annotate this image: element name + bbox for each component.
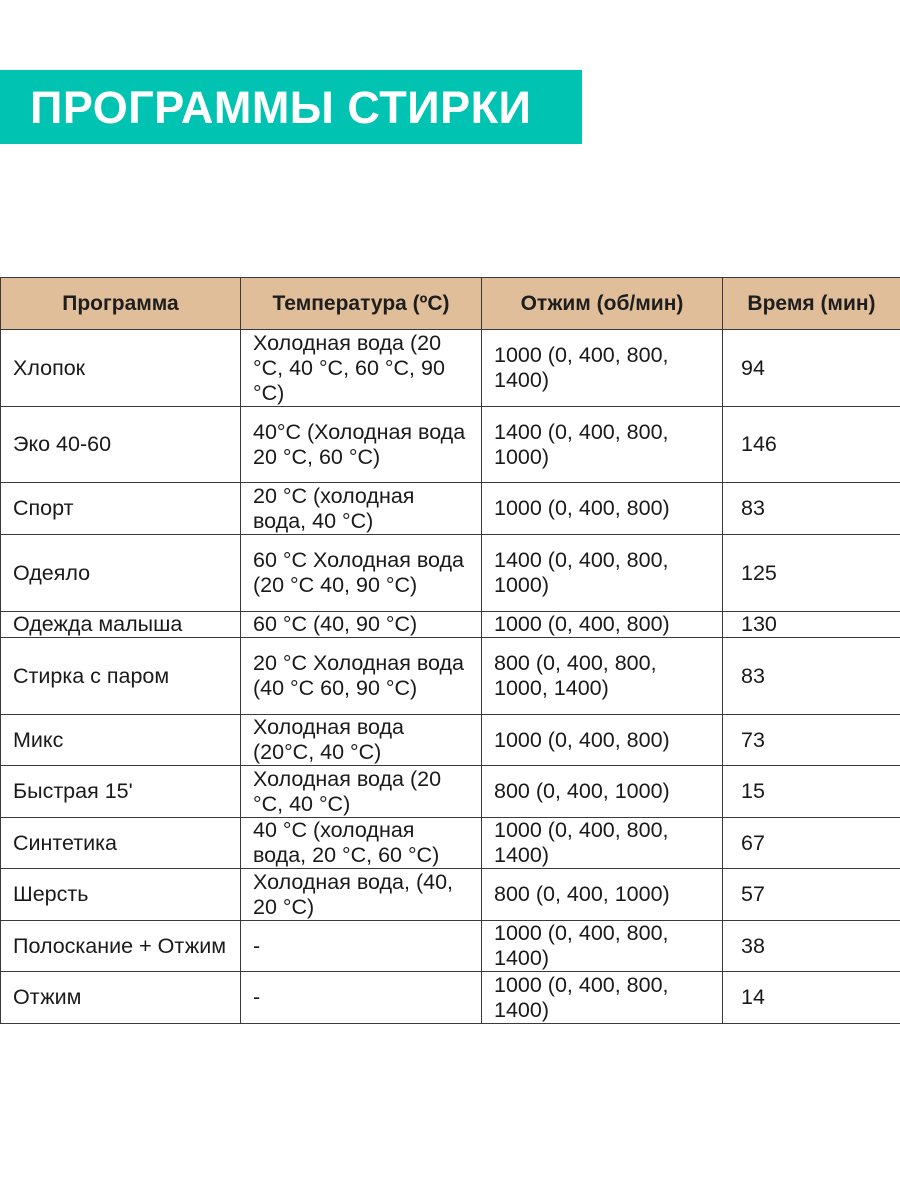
- cell-temperature: 40°C (Холодная вода 20 °C, 60 °C): [241, 407, 482, 483]
- cell-program: Стирка с паром: [1, 638, 241, 715]
- cell-spin: 800 (0, 400, 1000): [482, 869, 723, 921]
- cell-spin: 1400 (0, 400, 800, 1000): [482, 407, 723, 483]
- cell-program: Микс: [1, 715, 241, 766]
- cell-time: 125: [723, 535, 900, 612]
- table-row: [1, 921, 900, 972]
- cell-spin: 800 (0, 400, 800, 1000, 1400): [482, 638, 723, 715]
- cell-time: 130: [723, 612, 900, 638]
- cell-temperature: 20 °C (холодная вода, 40 °C): [241, 483, 482, 535]
- washing-programs-table: [0, 277, 900, 1024]
- cell-spin: 1000 (0, 400, 800): [482, 612, 723, 638]
- cell-temperature: Холодная вода (20°C, 40 °C): [241, 715, 482, 766]
- table-row: [1, 483, 900, 535]
- cell-time: 146: [723, 407, 900, 483]
- cell-spin: 1400 (0, 400, 800, 1000): [482, 535, 723, 612]
- table-row: [1, 330, 900, 407]
- cell-temperature: -: [241, 921, 482, 972]
- cell-time: 15: [723, 766, 900, 818]
- cell-spin: 800 (0, 400, 1000): [482, 766, 723, 818]
- table-row: [1, 869, 900, 921]
- cell-time: 94: [723, 330, 900, 407]
- cell-temperature: Холодная вода, (40, 20 °C): [241, 869, 482, 921]
- table-row: [1, 818, 900, 869]
- cell-spin: 1000 (0, 400, 800, 1400): [482, 330, 723, 407]
- cell-program: Одеяло: [1, 535, 241, 612]
- cell-program: Эко 40-60: [1, 407, 241, 483]
- cell-temperature: 60 °C Холодная вода (20 °C 40, 90 °C): [241, 535, 482, 612]
- cell-temperature: 60 °C (40, 90 °C): [241, 612, 482, 638]
- header-time: Время (мин): [723, 278, 900, 330]
- cell-spin: 1000 (0, 400, 800): [482, 715, 723, 766]
- header-spin: Отжим (об/мин): [482, 278, 723, 330]
- table-row: [1, 766, 900, 818]
- table-row: [1, 535, 900, 612]
- header-program: Программа: [1, 278, 241, 330]
- cell-program: Быстрая 15': [1, 766, 241, 818]
- cell-temperature: 20 °C Холодная вода (40 °C 60, 90 °C): [241, 638, 482, 715]
- cell-time: 83: [723, 638, 900, 715]
- cell-time: 38: [723, 921, 900, 972]
- table-row: [1, 638, 900, 715]
- cell-program: Полоскание + Отжим: [1, 921, 241, 972]
- table-header-row: [1, 278, 900, 330]
- table-row: [1, 972, 900, 1024]
- cell-program: Спорт: [1, 483, 241, 535]
- table-row: [1, 715, 900, 766]
- cell-program: Синтетика: [1, 818, 241, 869]
- cell-temperature: Холодная вода (20 °C, 40 °C): [241, 766, 482, 818]
- cell-temperature: Холодная вода (20 °C, 40 °C, 60 °C, 90 °C): [241, 330, 482, 407]
- cell-time: 14: [723, 972, 900, 1024]
- cell-spin: 1000 (0, 400, 800, 1400): [482, 818, 723, 869]
- table-row: [1, 407, 900, 483]
- cell-time: 67: [723, 818, 900, 869]
- cell-spin: 1000 (0, 400, 800): [482, 483, 723, 535]
- cell-time: 73: [723, 715, 900, 766]
- cell-program: Хлопок: [1, 330, 241, 407]
- cell-spin: 1000 (0, 400, 800, 1400): [482, 972, 723, 1024]
- cell-temperature: -: [241, 972, 482, 1024]
- cell-time: 83: [723, 483, 900, 535]
- page-title: ПРОГРАММЫ СТИРКИ: [30, 81, 532, 133]
- cell-time: 57: [723, 869, 900, 921]
- header-temperature: Температура (ºC): [241, 278, 482, 330]
- table-row: [1, 612, 900, 638]
- title-banner: [0, 70, 582, 144]
- cell-spin: 1000 (0, 400, 800, 1400): [482, 921, 723, 972]
- cell-temperature: 40 °C (холодная вода, 20 °C, 60 °C): [241, 818, 482, 869]
- cell-program: Шерсть: [1, 869, 241, 921]
- cell-program: Отжим: [1, 972, 241, 1024]
- cell-program: Одежда малыша: [1, 612, 241, 638]
